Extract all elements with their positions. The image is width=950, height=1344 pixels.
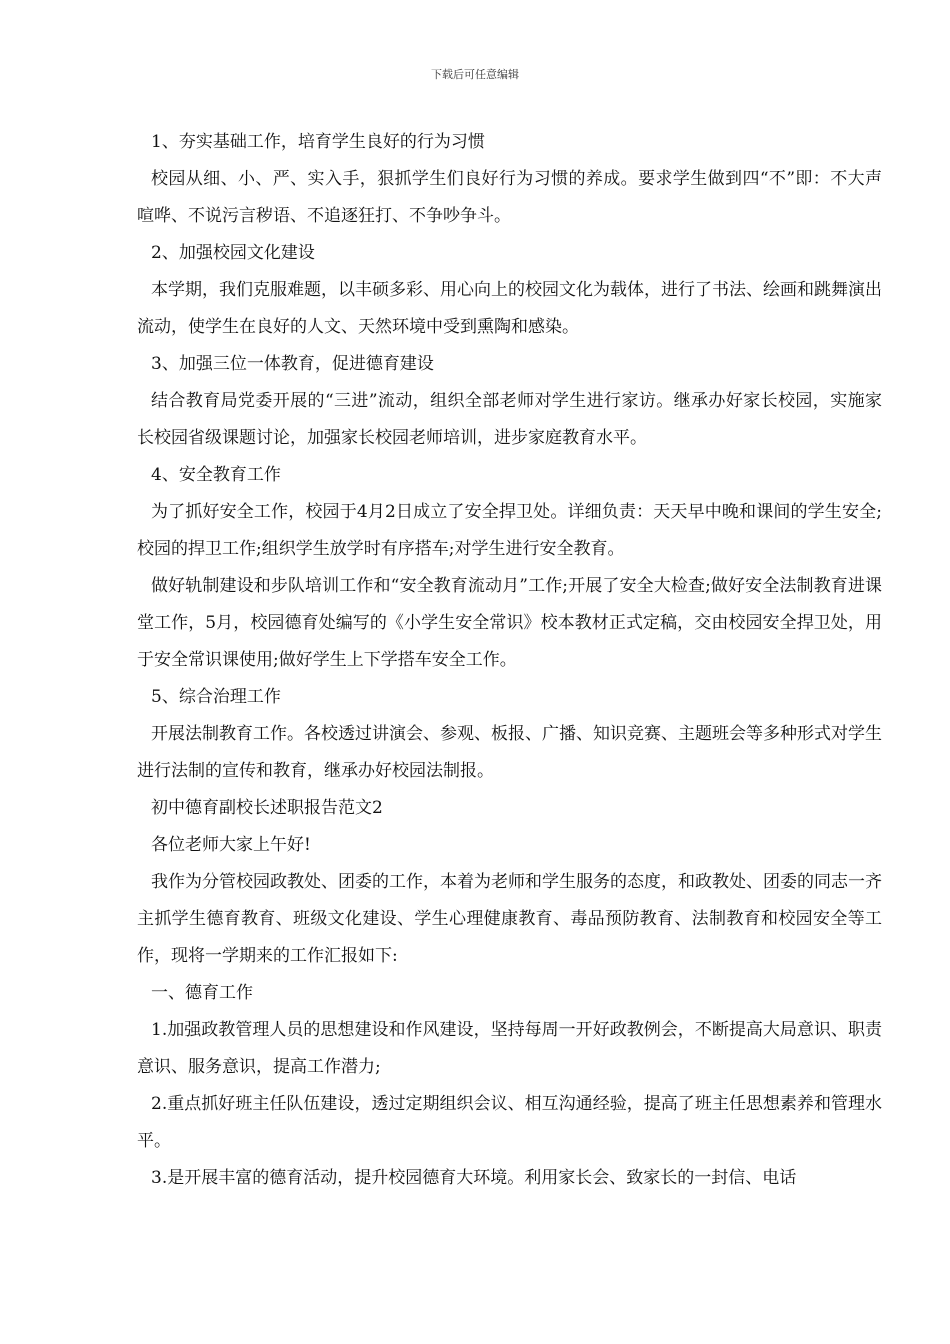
body-paragraph: 做好轨制建设和步队培训工作和“安全教育流动月”工作;开展了安全大检查;做好安全法制教育进课堂工作，5月，校园德育处编写的《小学生安全常识》校本教材正式定稿，交由校园安全捍卫处，用于安全常识课使用;做好学生上下学搭车安全工作。: [137, 576, 882, 670]
section-heading-2: 2、加强校园文化建设: [151, 243, 315, 263]
page-header-note: 下载后可任意编辑: [431, 68, 519, 81]
list-item: 3.是开展丰富的德育活动，提升校园德育大环境。利用家长会、致家长的一封信、电话: [151, 1168, 797, 1188]
list-item: 1.加强政教管理人员的思想建设和作风建设，坚持每周一开好政教例会，不断提高大局意识、职责意识、服务意识，提高工作潜力;: [137, 1020, 882, 1077]
list-item: 2.重点抓好班主任队伍建设，透过定期组织会议、相互沟通经验，提高了班主任思想素养和管理水平。: [137, 1094, 882, 1151]
greeting: 各位老师大家上午好!: [151, 835, 311, 855]
section-heading-4: 4、安全教育工作: [151, 465, 281, 485]
section-heading-5: 5、综合治理工作: [151, 687, 281, 707]
section-heading-1: 1、夯实基础工作，培育学生良好的行为习惯: [151, 132, 485, 152]
body-paragraph: 本学期，我们克服难题，以丰硕多彩、用心向上的校园文化为载体，进行了书法、绘画和跳舞演出流动，使学生在良好的人文、天然环境中受到熏陶和感染。: [137, 280, 882, 337]
section-heading-3: 3、加强三位一体教育，促进德育建设: [151, 354, 434, 374]
section-heading-moral: 一、德育工作: [151, 983, 253, 1003]
body-paragraph: 为了抓好安全工作，校园于4月2日成立了安全捍卫处。详细负责：天天早中晚和课间的学生安全;校园的捍卫工作;组织学生放学时有序搭车;对学生进行安全教育。: [137, 502, 882, 559]
body-paragraph: 我作为分管校园政教处、团委的工作，本着为老师和学生服务的态度，和政教处、团委的同志一齐主抓学生德育教育、班级文化建设、学生心理健康教育、毒品预防教育、法制教育和校园安全等工作，现将一学期来的工作汇报如下:: [137, 872, 882, 966]
document-body: [137, 124, 882, 1197]
body-paragraph: 开展法制教育工作。各校透过讲演会、参观、板报、广播、知识竞赛、主题班会等多种形式对学生进行法制的宣传和教育，继承办好校园法制报。: [137, 724, 882, 781]
body-paragraph: 校园从细、小、严、实入手，狠抓学生们良好行为习惯的养成。要求学生做到四“不”即：不大声喧哗、不说污言秽语、不追逐狂打、不争吵争斗。: [137, 169, 882, 226]
body-paragraph: 结合教育局党委开展的“三进”流动，组织全部老师对学生进行家访。继承办好家长校园，实施家长校园省级课题讨论，加强家长校园老师培训，进步家庭教育水平。: [137, 391, 882, 448]
document-title: 初中德育副校长述职报告范文2: [151, 798, 383, 818]
